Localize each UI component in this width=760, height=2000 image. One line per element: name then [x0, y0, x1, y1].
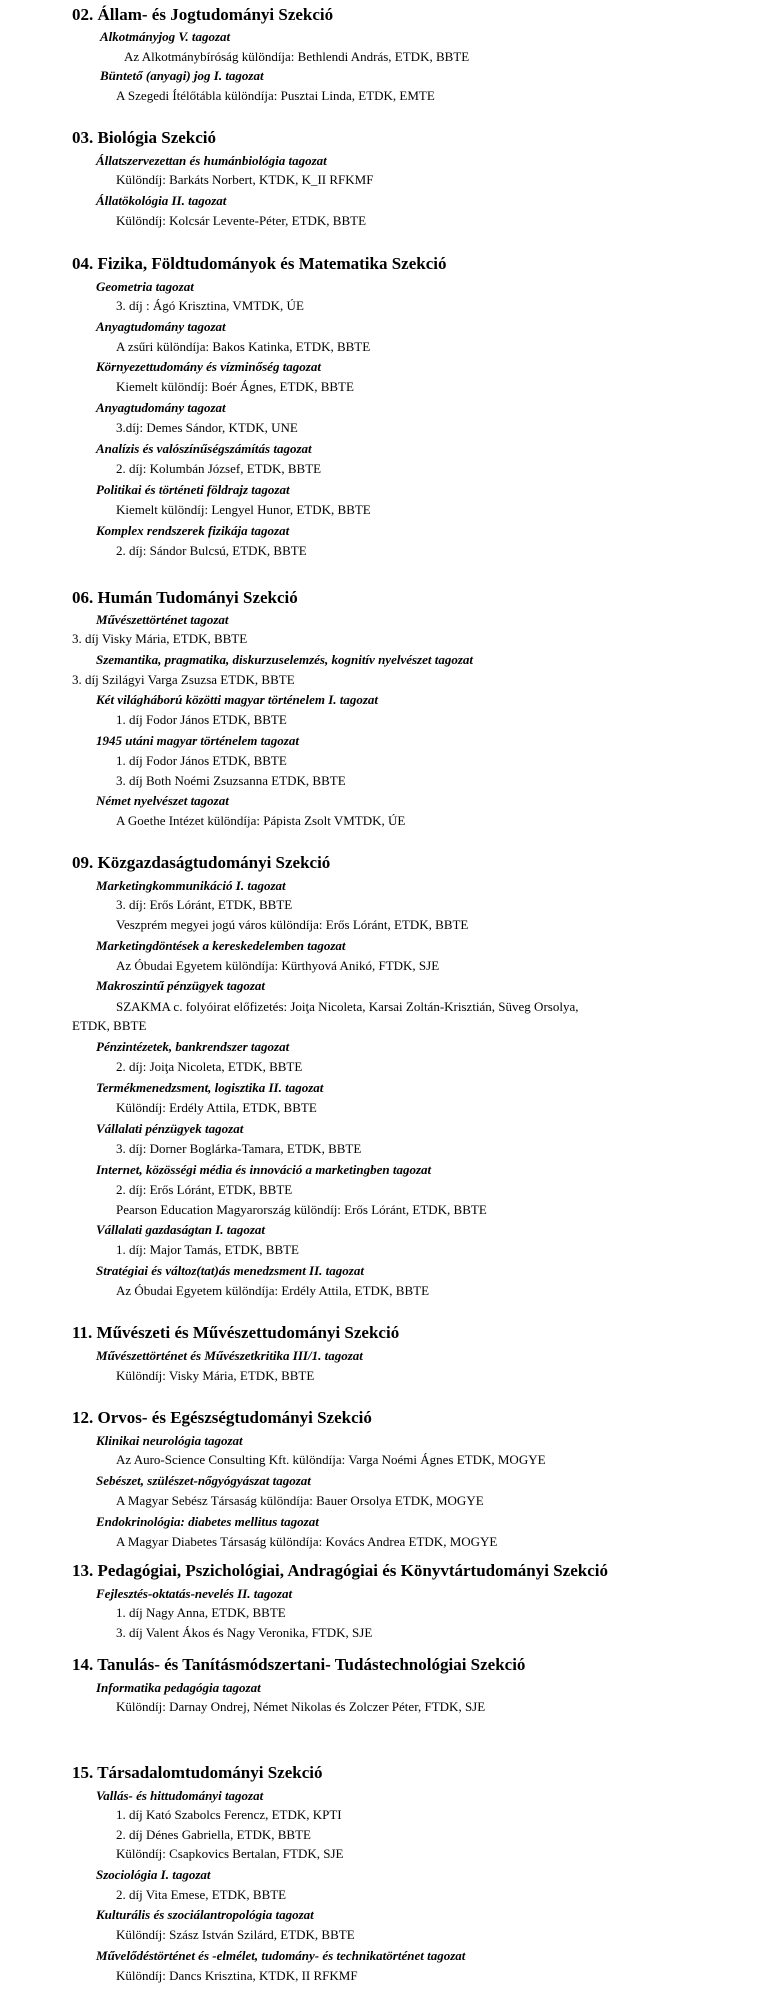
award-entry: 2. díj: Joiţa Nicoleta, ETDK, BBTE [116, 1059, 303, 1074]
award-entry: 1. díj Nagy Anna, ETDK, BBTE [116, 1605, 286, 1620]
award-entry: Különdíj: Dancs Krisztina, KTDK, II RFKMF [116, 1968, 358, 1983]
award-entry: A Magyar Sebész Társaság különdíja: Bauer Orsolya ETDK, MOGYE [116, 1493, 484, 1508]
group-title: Állatökológia II. tagozat [96, 193, 227, 208]
group-title: 1945 utáni magyar történelem tagozat [96, 733, 299, 748]
award-entry: Veszprém megyei jogú város különdíja: Erős Lóránt, ETDK, BBTE [116, 917, 469, 932]
group-title: Analízis és valószínűségszámítás tagozat [96, 441, 312, 456]
award-entry: Különdíj: Visky Mária, ETDK, BBTE [116, 1368, 315, 1383]
group-title: Német nyelvészet tagozat [96, 793, 229, 808]
award-entry: 3. díj Valent Ákos és Nagy Veronika, FTDK, SJE [116, 1625, 373, 1640]
section-title: 12. Orvos- és Egészségtudományi Szekció [72, 1408, 372, 1427]
award-entry: 2. díj Dénes Gabriella, ETDK, BBTE [116, 1827, 311, 1842]
group-title: Művészettörténet tagozat [96, 612, 229, 627]
award-entry: SZAKMA c. folyóirat előfizetés: Joiţa Nicoleta, Karsai Zoltán-Krisztián, Süveg Orsolya, ETDK, BBTE [72, 999, 579, 1033]
award-entry: 2. díj: Erős Lóránt, ETDK, BBTE [116, 1182, 293, 1197]
group-title: Informatika pedagógia tagozat [96, 1680, 261, 1695]
award-entry: Különdíj: Kolcsár Levente-Péter, ETDK, BBTE [116, 213, 367, 228]
group-title: Szemantika, pragmatika, diskurzuselemzés, kognitív nyelvészet tagozat [96, 652, 474, 667]
award-entry: Különdíj: Erdély Attila, ETDK, BBTE [116, 1100, 317, 1115]
award-entry: 3. díj: Erős Lóránt, ETDK, BBTE [116, 897, 293, 912]
award-entry: A Magyar Diabetes Társaság különdíja: Kovács Andrea ETDK, MOGYE [116, 1534, 498, 1549]
group-title: Makroszintű pénzügyek tagozat [96, 978, 266, 993]
award-entry: 2. díj: Kolumbán József, ETDK, BBTE [116, 461, 322, 476]
group-title: Anyagtudomány tagozat [96, 319, 226, 334]
section-title: 11. Művészeti és Művészettudományi Szekció [72, 1323, 400, 1342]
group-title: Szociológia I. tagozat [96, 1867, 211, 1882]
award-entry: Az Óbudai Egyetem különdíja: Erdély Attila, ETDK, BBTE [116, 1283, 430, 1298]
group-title: Vallás- és hittudományi tagozat [96, 1788, 264, 1803]
section-title: 13. Pedagógiai, Pszichológiai, Andragógiai és Könyvtártudományi Szekció [72, 1561, 608, 1580]
section-title: 02. Állam- és Jogtudományi Szekció [72, 5, 334, 24]
award-entry: 1. díj: Major Tamás, ETDK, BBTE [116, 1242, 299, 1257]
group-title: Marketingkommunikáció I. tagozat [96, 878, 286, 893]
award-entry: A Goethe Intézet különdíja: Pápista Zsolt VMTDK, ÚE [116, 813, 406, 828]
award-entry: Különdíj: Barkáts Norbert, KTDK, K_II RFKMF [116, 172, 374, 187]
award-entry: Az Alkotmánybíróság különdíja: Bethlendi András, ETDK, BBTE [124, 49, 470, 64]
award-entry: A zsűri különdíja: Bakos Katinka, ETDK, BBTE [116, 339, 371, 354]
award-entry: 3. díj Szilágyi Varga Zsuzsa ETDK, BBTE [72, 672, 295, 687]
award-entry: Különdíj: Szász István Szilárd, ETDK, BBTE [116, 1927, 355, 1942]
group-title: Művészettörténet és Művészetkritika III/1. tagozat [96, 1348, 363, 1363]
award-entry: Pearson Education Magyarország különdíj: Erős Lóránt, ETDK, BBTE [116, 1202, 487, 1217]
award-entry: Különdíj: Darnay Ondrej, Német Nikolas és Zolczer Péter, FTDK, SJE [116, 1699, 486, 1714]
award-entry: Az Óbudai Egyetem különdíja: Kürthyová Anikó, FTDK, SJE [116, 958, 440, 973]
award-entry: 1. díj Fodor János ETDK, BBTE [116, 753, 287, 768]
group-title: Marketingdöntések a kereskedelemben tagozat [96, 938, 346, 953]
group-title: Vállalati pénzügyek tagozat [96, 1121, 244, 1136]
award-entry: 3.díj: Demes Sándor, KTDK, UNE [116, 420, 298, 435]
group-title: Politikai és történeti földrajz tagozat [96, 482, 290, 497]
award-entry: Különdíj: Csapkovics Bertalan, FTDK, SJE [116, 1846, 344, 1861]
group-title: Endokrinológia: diabetes mellitus tagozat [96, 1514, 319, 1529]
section-title: 09. Közgazdaságtudományi Szekció [72, 853, 331, 872]
group-title: Fejlesztés-oktatás-nevelés II. tagozat [96, 1586, 293, 1601]
group-title: Termékmenedzsment, logisztika II. tagozat [96, 1080, 324, 1095]
section-title: 14. Tanulás- és Tanításmódszertani- Tudástechnológiai Szekció [72, 1655, 526, 1674]
group-title: Két világháború közötti magyar történelem I. tagozat [96, 692, 379, 707]
group-title: Büntető (anyagi) jog I. tagozat [100, 68, 264, 83]
group-title: Alkotmányjog V. tagozat [100, 29, 231, 44]
award-entry: Kiemelt különdíj: Boér Ágnes, ETDK, BBTE [116, 379, 354, 394]
group-title: Sebészet, szülészet-nőgyógyászat tagozat [96, 1473, 311, 1488]
award-entry: 3. díj Both Noémi Zsuzsanna ETDK, BBTE [116, 773, 346, 788]
award-entry: 3. díj: Dorner Boglárka-Tamara, ETDK, BBTE [116, 1141, 362, 1156]
group-title: Geometria tagozat [96, 279, 194, 294]
award-entry: Az Auro-Science Consulting Kft. különdíja: Varga Noémi Ágnes ETDK, MOGYE [116, 1452, 546, 1467]
section-title: 03. Biológia Szekció [72, 128, 217, 147]
group-title: Kulturális és szociálantropológia tagozat [96, 1907, 314, 1922]
award-entry: 2. díj: Sándor Bulcsú, ETDK, BBTE [116, 543, 307, 558]
award-entry: 1. díj Kató Szabolcs Ferencz, ETDK, KPTI [116, 1807, 342, 1822]
award-entry: 1. díj Fodor János ETDK, BBTE [116, 712, 287, 727]
group-title: Állatszervezettan és humánbiológia tagozat [96, 153, 327, 168]
section-title: 15. Társadalomtudományi Szekció [72, 1763, 323, 1782]
section-title: 06. Humán Tudományi Szekció [72, 588, 298, 607]
group-title: Pénzintézetek, bankrendszer tagozat [96, 1039, 290, 1054]
group-title: Klinikai neurológia tagozat [96, 1433, 243, 1448]
award-entry: 2. díj Vita Emese, ETDK, BBTE [116, 1887, 287, 1902]
award-entry: Kiemelt különdíj: Lengyel Hunor, ETDK, BBTE [116, 502, 371, 517]
group-title: Stratégiai és változ(tat)ás menedzsment II. tagozat [96, 1263, 364, 1278]
award-entry: A Szegedi Ítélőtábla különdíja: Pusztai Linda, ETDK, EMTE [116, 88, 435, 103]
award-entry: 3. díj : Ágó Krisztina, VMTDK, ÚE [116, 298, 304, 313]
group-title: Környezettudomány és vízminőség tagozat [96, 359, 321, 374]
group-title: Internet, közösségi média és innováció a marketingben tagozat [96, 1162, 432, 1177]
group-title: Komplex rendszerek fizikája tagozat [96, 523, 290, 538]
group-title: Művelődéstörténet és -elmélet, tudomány- és technikatörténet tagozat [96, 1948, 466, 1963]
section-title: 04. Fizika, Földtudományok és Matematika Szekció [72, 254, 447, 273]
award-entry: 3. díj Visky Mária, ETDK, BBTE [72, 631, 248, 646]
group-title: Anyagtudomány tagozat [96, 400, 226, 415]
group-title: Vállalati gazdaságtan I. tagozat [96, 1222, 266, 1237]
